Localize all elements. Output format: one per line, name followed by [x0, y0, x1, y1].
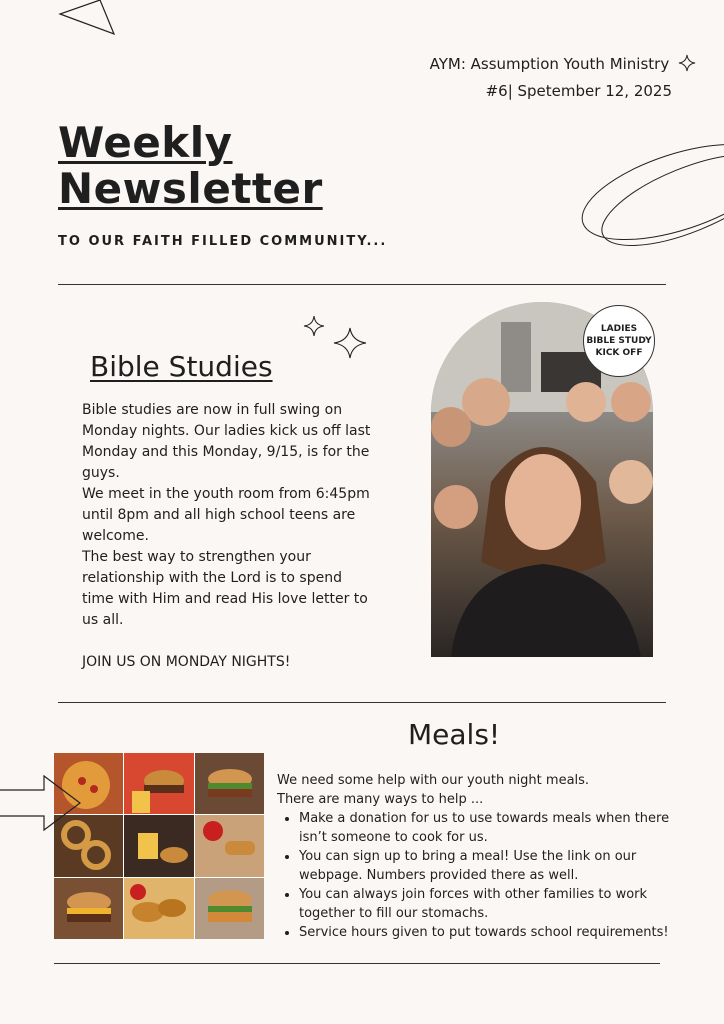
bible-paragraph: We meet in the youth room from 6:45pm until 8pm and all high school teens are welcome.: [82, 486, 370, 544]
newsletter-subtitle: TO OUR FAITH FILLED COMMUNITY...: [58, 234, 388, 249]
chicken-tenders-image: [195, 815, 264, 876]
list-item: • Service hours given to put towards school requirements!: [299, 923, 677, 942]
org-name: AYM: Assumption Youth Ministry: [430, 54, 672, 73]
meals-heading: Meals!: [408, 718, 501, 751]
meals-intro: There are many ways to help ...: [277, 792, 484, 807]
newsletter-title: [58, 120, 323, 212]
chicken-burger-image: [195, 878, 264, 939]
food-collage: [54, 753, 264, 939]
meals-intro: We need some help with our youth night meals.: [277, 773, 590, 788]
divider: [54, 963, 660, 964]
badge-line: BIBLE STUDY: [586, 336, 652, 346]
divider: [58, 284, 666, 285]
bible-paragraph: Bible studies are now in full swing on Monday nights. Our ladies kick us off last Monday and this Monday, 9/15, is for the guys.: [82, 402, 371, 481]
fried-chicken-image: [124, 878, 193, 939]
bible-cta: JOIN US ON MONDAY NIGHTS!: [82, 654, 291, 670]
bible-studies-heading: Bible Studies: [90, 350, 273, 383]
burger-image: [124, 753, 193, 814]
cheeseburger-image: [54, 878, 123, 939]
badge-line: KICK OFF: [595, 348, 643, 358]
arrow-decoration: [0, 772, 84, 834]
divider: [58, 702, 666, 703]
swirl-decoration: [578, 128, 724, 264]
title-line-1: Weekly: [58, 118, 233, 167]
bible-studies-body: [82, 400, 377, 673]
issue-date: #6| Spetember 12, 2025: [485, 82, 672, 100]
sparkle-icon: [678, 54, 696, 72]
fries-image: [124, 815, 193, 876]
sparkle-icon: [300, 314, 370, 364]
meals-list: [277, 809, 677, 942]
title-line-2: Newsletter: [58, 164, 323, 213]
triangle-decoration: [58, 0, 120, 38]
sandwich-image: [195, 753, 264, 814]
badge-line: LADIES: [600, 324, 638, 334]
bible-paragraph: The best way to strengthen your relationship with the Lord is to spend time with Him and read His love letter to us all.: [82, 549, 368, 628]
list-item: • You can always join forces with other families to work together to fill our stomachs.: [299, 885, 677, 923]
list-item: • Make a donation for us to use towards meals when there isn’t someone to cook for us.: [299, 809, 677, 847]
meals-body: [277, 771, 677, 942]
list-item: • You can sign up to bring a meal! Use the link on our webpage. Numbers provided there as well.: [299, 847, 677, 885]
kickoff-badge: [583, 305, 655, 377]
